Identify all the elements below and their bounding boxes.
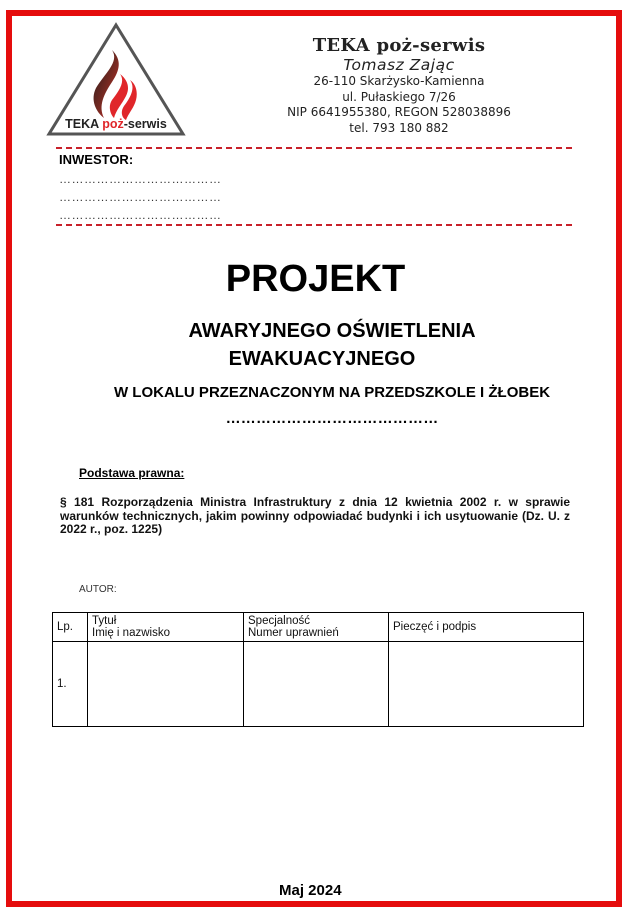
- flame-in-triangle-icon: [46, 22, 186, 138]
- title-placeholder-dots: ……………………………………: [225, 410, 439, 427]
- cell-specialty: [244, 642, 389, 727]
- header-title-name: Tytuł Imię i nazwisko: [88, 613, 244, 642]
- header-signature: Pieczęć i podpis: [389, 613, 584, 642]
- logo-text-serwis: -serwis: [123, 117, 167, 131]
- dashed-separator-top: [56, 147, 572, 149]
- company-name: TEKA poż-serwis: [312, 35, 486, 56]
- document-title: PROJEKT: [225, 258, 406, 300]
- author-table: [52, 612, 584, 727]
- investor-label: INWESTOR:: [59, 152, 134, 167]
- header-lp: Lp.: [53, 613, 88, 642]
- company-phone: tel. 793 180 882: [349, 120, 449, 135]
- investor-line-1: …………………………………: [59, 172, 222, 186]
- legal-basis-text: § 181 Rozporządzenia Ministra Infrastruktury z dnia 12 kwietnia 2002 r. w sprawie warunków technicznych, jakim powinny odpowiadać budynki i ich usytuowanie (Dz. U. z 2022 r., poz. 1225): [60, 495, 570, 536]
- svg-text:TEKA poż-serwis: [65, 117, 167, 131]
- investor-line-2: …………………………………: [59, 190, 222, 204]
- company-owner: Tomasz Zając: [343, 56, 455, 74]
- cell-signature: [389, 642, 584, 727]
- legal-basis-label: Podstawa prawna:: [79, 466, 185, 480]
- table-row: [53, 642, 584, 727]
- author-label: AUTOR:: [79, 584, 117, 595]
- cell-lp: 1.: [53, 642, 88, 727]
- investor-line-3: …………………………………: [59, 208, 222, 222]
- company-address-city: 26-110 Skarżysko-Kamienna: [313, 74, 485, 88]
- author-table-header: [53, 613, 584, 642]
- dashed-separator-bottom: [56, 224, 572, 226]
- company-tax-ids: NIP 6641955380, REGON 528038896: [287, 105, 511, 119]
- logo-text-teka: TEKA: [65, 117, 103, 131]
- document-date: Maj 2024: [279, 882, 342, 899]
- logo-text-poz: poż: [102, 117, 124, 131]
- header-specialty: Specjalność Numer uprawnień: [244, 613, 389, 642]
- company-address-street: ul. Pułaskiego 7/26: [342, 89, 456, 104]
- cell-name: [88, 642, 244, 727]
- subtitle-line-2: EWAKUACYJNEGO: [228, 348, 416, 370]
- company-stamp: [270, 36, 528, 136]
- page-border: [6, 10, 622, 907]
- document-subtitle: [0, 317, 631, 373]
- subtitle-location: W LOKALU PRZEZNACZONYM NA PRZEDSZKOLE I ŻŁOBEK: [113, 384, 551, 401]
- subtitle-line-1: AWARYJNEGO OŚWIETLENIA: [188, 320, 476, 342]
- company-logo: [46, 22, 186, 138]
